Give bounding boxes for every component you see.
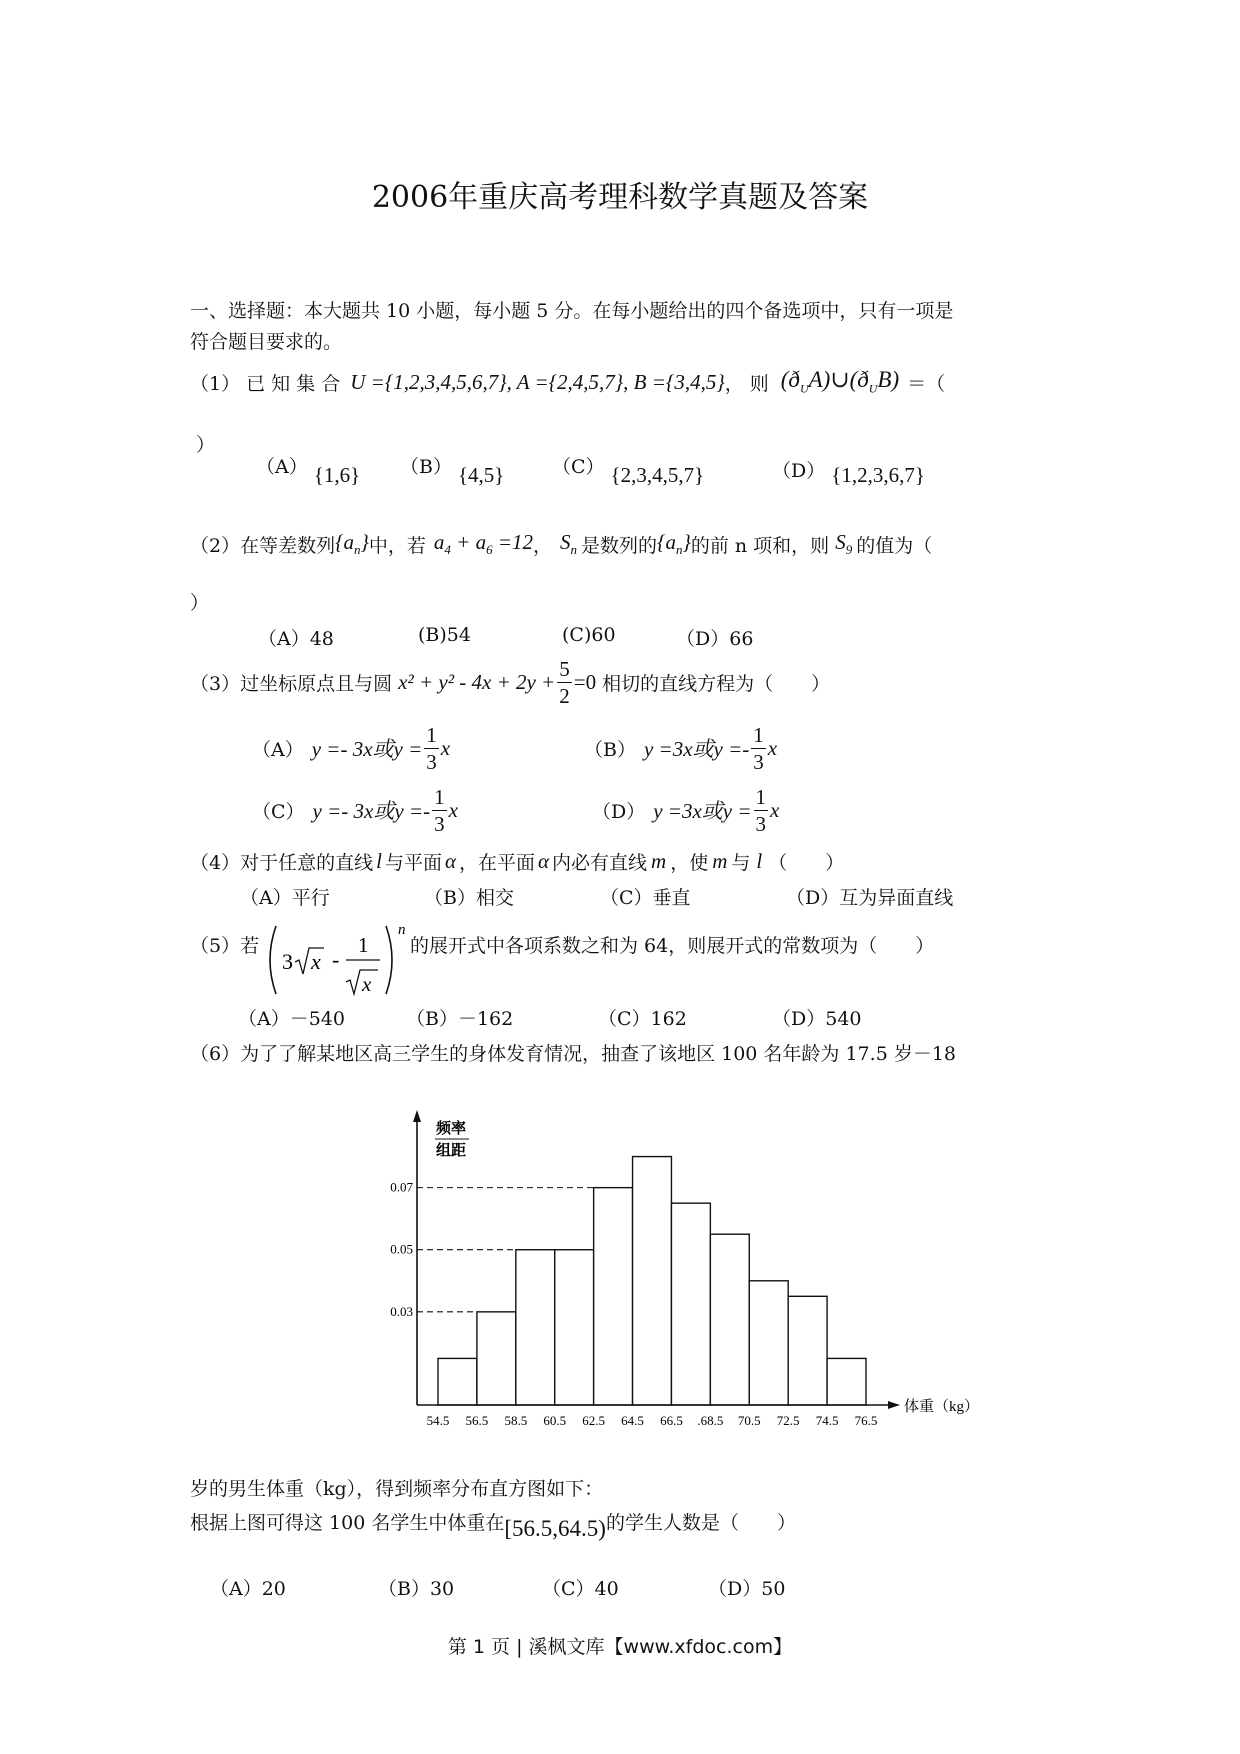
q2-seq-close: } <box>360 529 369 554</box>
q2-s9 <box>835 530 852 558</box>
q5-choice-b: （B）－162 <box>406 1008 514 1030</box>
x-axis-arrow <box>888 1401 900 1409</box>
choice-fraction <box>424 722 439 775</box>
x-tick-label: 62.5 <box>582 1413 606 1428</box>
choice-label: （D） <box>772 460 826 482</box>
y-tick-label: 0.07 <box>390 1179 413 1195</box>
q2-text2: 是数列的 <box>581 534 658 557</box>
choice-tail: x <box>448 797 458 822</box>
q5-one: 1 <box>358 933 369 957</box>
q6-line3b: 的学生人数是（ ） <box>605 1511 796 1534</box>
choice-tail: x <box>767 735 778 760</box>
x-tick-label: 56.5 <box>465 1413 489 1428</box>
q4-p4: 内必有直线 <box>552 851 648 874</box>
q6-choice-b: （B）30 <box>378 1578 455 1600</box>
q1-then: ， 则 <box>724 372 769 395</box>
q1-choice-c <box>552 456 705 489</box>
q5-left-paren <box>270 926 276 994</box>
q3-fraction <box>557 656 572 709</box>
q1-sub-u2: U <box>868 381 878 396</box>
histogram-bar <box>671 1203 710 1405</box>
frac-num: 1 <box>755 784 767 809</box>
q2-cond-plus: + a <box>450 529 487 554</box>
x-tick-labels <box>427 1413 878 1428</box>
q4-m2: m <box>712 848 728 873</box>
q2-seq2 <box>657 530 691 558</box>
q2-seq-a: {a <box>335 529 354 554</box>
q3-choice-c <box>252 780 458 840</box>
histogram-bar <box>438 1358 477 1405</box>
x-tick-label: 54.5 <box>426 1413 450 1428</box>
q2-choice-d: （D）66 <box>676 628 754 650</box>
frac-den: 3 <box>434 811 445 836</box>
choice-fraction <box>751 722 766 775</box>
q3-eq-zero: =0 <box>573 669 597 694</box>
q3-eq-x: x <box>398 669 408 694</box>
q2-cond-eq: =12 <box>492 529 534 554</box>
q1-expr <box>781 367 899 397</box>
q1-expr-a: (ð <box>780 367 800 393</box>
choice-label: （C） <box>252 800 305 823</box>
q2-sn <box>560 530 577 558</box>
frac-den: 3 <box>753 749 764 774</box>
y-tick-label: 0.05 <box>390 1241 413 1257</box>
choice-label: （A） <box>256 456 308 478</box>
x-tick-label: 64.5 <box>621 1413 644 1428</box>
frac-den: 3 <box>426 749 437 774</box>
y-tick-label: 0.03 <box>390 1303 413 1319</box>
x-tick-label: 74.5 <box>815 1413 839 1428</box>
q2-choice-b: (B)54 <box>418 624 471 646</box>
q2-cond-sub6: 6 <box>486 542 493 558</box>
q4-alpha2: α <box>538 848 550 873</box>
x-tick-label: 72.5 <box>776 1413 800 1428</box>
q4-l: l <box>376 848 382 873</box>
histogram-bar <box>516 1250 555 1405</box>
q2-cond-sub4: 4 <box>444 542 451 558</box>
y-tick-labels <box>390 1180 413 1319</box>
choice-expr: y =- 3x或y =- <box>312 799 431 823</box>
histogram-bar <box>749 1281 788 1405</box>
q4-l2: l <box>756 848 763 873</box>
q5-coef: 3 <box>282 949 293 974</box>
x-tick-label: 60.5 <box>543 1413 567 1428</box>
q5-choice-a: （A）－540 <box>238 1008 345 1030</box>
q2-prefix: （2）在等差数列 <box>190 534 336 557</box>
q1-choice-a <box>256 456 361 489</box>
q5-right-paren <box>386 926 392 994</box>
q1-close: ） <box>196 434 216 456</box>
x-tick-label: .68.5 <box>697 1413 724 1428</box>
q4-choice-a: （A）平行 <box>240 887 330 909</box>
frac-num: 1 <box>426 722 437 747</box>
q4-p1: （4）对于任意的直线 <box>190 851 374 874</box>
q4-alpha: α <box>444 848 456 873</box>
y-axis-arrow <box>413 1110 421 1122</box>
q6-line3 <box>190 1500 796 1542</box>
y-label-bottom: 组距 <box>436 1143 467 1159</box>
q3-frac-den: 2 <box>559 683 570 708</box>
choice-label: （A） <box>252 738 304 761</box>
q2-choice-c: (C)60 <box>562 624 616 646</box>
page-title: 2006年重庆高考理科数学真题及答案 <box>371 180 869 215</box>
histogram-chart <box>380 1100 980 1440</box>
q3-suffix: 相切的直线方程为（ ） <box>602 672 831 695</box>
q6-choice-d: （D）50 <box>708 1578 786 1600</box>
q1-sub-u1: U <box>799 381 809 396</box>
q4-p2: 与平面 <box>384 851 442 874</box>
q2-choice-a: （A）48 <box>258 628 334 650</box>
q2-mid: 中，若 <box>368 534 426 557</box>
q3-frac-num: 5 <box>559 656 570 681</box>
q6-line2: 岁的男生体重（kg），得到频率分布直方图如下： <box>190 1478 604 1500</box>
q2-s9-s: S <box>835 529 846 554</box>
histogram-bar <box>477 1312 516 1405</box>
q4-p7: （ ） <box>768 851 845 874</box>
q1-choice-d <box>772 462 925 489</box>
choice-label: （B） <box>400 456 452 478</box>
choice-label: （B） <box>584 738 636 761</box>
q4-choice-c: （C）垂直 <box>600 887 691 909</box>
q1-sets: U ={1,2,3,4,5,6,7}, A ={2,4,5,7}, B ={3,4,5} <box>350 369 725 394</box>
q2-seq <box>335 530 369 558</box>
q1-prefix: （1） 已 知 集 合 <box>190 372 341 395</box>
q2-seq2-close: } <box>682 529 691 554</box>
q6-line1: （6）为了了解某地区高三学生的身体发育情况，抽查了该地区 100 名年龄为 17.5 岁－18 <box>190 1043 956 1065</box>
q4-p5: ，使 <box>670 851 709 874</box>
q2-sn-s: S <box>560 529 571 554</box>
q6-interval: [56.5,64.5) <box>504 1516 606 1541</box>
q5-choice-c: （C）162 <box>598 1008 687 1030</box>
y-label-top: 频率 <box>436 1121 467 1137</box>
histogram-bar <box>555 1250 594 1405</box>
choice-value: {2,3,4,5,7} <box>610 463 705 487</box>
q5-choice-d: （D）540 <box>772 1008 862 1030</box>
choice-tail: x <box>440 735 451 760</box>
section-intro-line1: 一、选择题：本大题共 10 小题，每小题 5 分。在每小题给出的四个备选项中，只有一项是 <box>190 300 954 322</box>
q4-p3: ，在平面 <box>458 851 535 874</box>
choice-expr: y =3x或y = <box>653 799 752 823</box>
q5-minus: - <box>332 947 340 972</box>
question-3 <box>190 652 830 712</box>
q1-expr-b: A)∪(ð <box>808 367 869 393</box>
choice-label: （D） <box>592 800 646 823</box>
choice-value: {1,6} <box>313 463 361 487</box>
q3-choice-d <box>592 780 779 840</box>
q4-choice-d: （D）互为异面直线 <box>786 887 954 909</box>
q1-choice-b <box>400 456 505 489</box>
q5-prefix: （5）若 <box>190 935 260 957</box>
x-tick-label: 70.5 <box>737 1413 761 1428</box>
q2-comma: ， <box>533 534 553 557</box>
q2-close: ） <box>190 592 210 614</box>
q3-choice-b <box>584 718 777 778</box>
choice-value: {1,2,3,6,7} <box>831 463 925 487</box>
q3-prefix: （3）过坐标原点且与圆 <box>190 672 393 695</box>
histogram-bar <box>633 1157 672 1405</box>
q2-seq2-sub: n <box>675 542 683 558</box>
choice-tail: x <box>770 797 780 822</box>
q5-power: n <box>398 922 406 938</box>
question-4 <box>190 846 844 876</box>
q5-x2: x <box>362 972 372 996</box>
frac-num: 1 <box>753 722 764 747</box>
q2-text4: 的值为（ <box>856 534 933 557</box>
q1-equals: ＝（ <box>907 372 946 395</box>
choice-value: {4,5} <box>457 463 505 487</box>
question-2 <box>190 524 932 564</box>
q6-choice-c: （C）40 <box>542 1578 619 1600</box>
q6-line3-text: 根据上图可得这 100 名学生中体重在 <box>190 1511 505 1534</box>
q4-p6: 与 <box>731 851 751 874</box>
question-1 <box>190 362 945 402</box>
histogram-bar <box>788 1296 827 1405</box>
choice-expr: y =- 3x或y = <box>311 737 423 761</box>
q1-expr-c: B) <box>877 367 900 393</box>
q2-text3: 的前 n 项和，则 <box>690 534 830 557</box>
q3-choice-a <box>252 718 450 778</box>
q2-cond-a: a <box>433 529 445 554</box>
histogram-bar <box>710 1234 749 1405</box>
q3-eq-rest: ² + y² - 4x + 2y + <box>407 669 556 694</box>
frac-den: 3 <box>755 811 767 836</box>
q5-binomial <box>262 918 408 1002</box>
choice-fraction <box>754 784 769 837</box>
frac-num: 1 <box>434 784 445 809</box>
x-tick-label: 66.5 <box>660 1413 683 1428</box>
q4-m: m <box>651 848 667 873</box>
histogram-bars <box>438 1157 866 1405</box>
page-footer: 第 1 页 | 溪枫文库【www.xfdoc.com】 <box>447 1636 793 1658</box>
q2-sn-sub: n <box>570 542 578 558</box>
q2-cond <box>434 530 533 558</box>
histogram-bar <box>594 1188 633 1405</box>
choice-expr: y =3x或y =- <box>643 737 750 761</box>
q2-seq-sub: n <box>354 542 361 558</box>
q2-s9-sub: 9 <box>845 542 853 558</box>
histogram-bar <box>827 1358 866 1405</box>
x-axis-label: 体重（kg） <box>904 1399 980 1415</box>
q5-x1: x <box>311 949 321 974</box>
q6-choice-a: （A）20 <box>210 1578 286 1600</box>
section-intro-line2: 符合题目要求的。 <box>190 331 343 353</box>
x-tick-label: 76.5 <box>854 1413 878 1428</box>
q5-suffix: 的展开式中各项系数之和为 64，则展开式的常数项为（ ） <box>410 935 935 957</box>
x-tick-label: 58.5 <box>504 1413 528 1428</box>
q4-choice-b: （B）相交 <box>424 887 514 909</box>
choice-fraction <box>432 784 447 837</box>
choice-label: （C） <box>552 456 605 478</box>
q3-eq <box>398 670 555 695</box>
q2-seq2-a: {a <box>657 529 676 554</box>
